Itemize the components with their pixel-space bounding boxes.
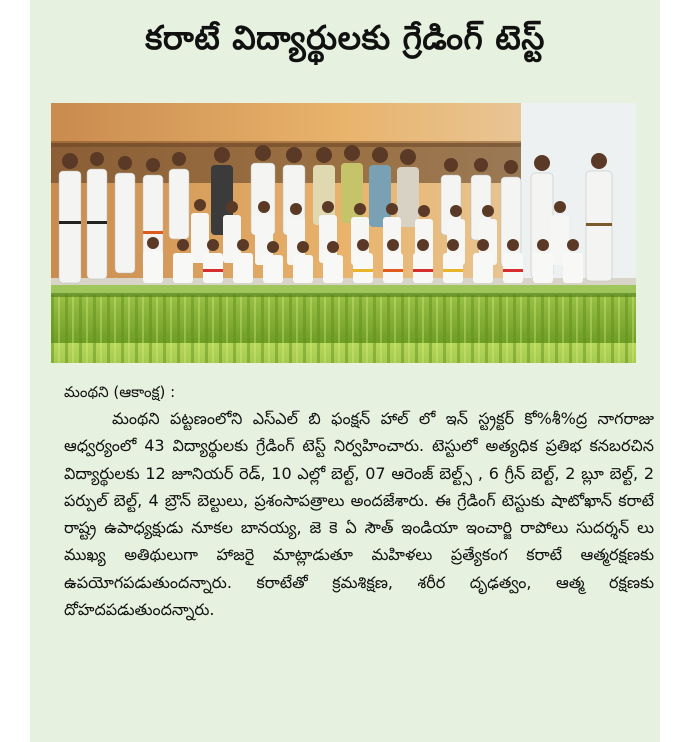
karate-students-photo xyxy=(51,103,636,363)
article-body: మంథని పట్టణంలోని ఎస్ఎల్ బి ఫంక్షన్ హాల్ లో ఇన్ స్ట్రక్టర్ కో%శీ%ద్ర నాగరాజు ఆధ్వర్యంలో 43 విద్యార్థులకు గ్రేడింగ్ టెస్ట్ నిర్వహించారు. టెస్టులో అత్యధిక ప్రతిభ కనబరచిన విద్యార్థులకు 12 జూనియర్ రెడ్, 10 ఎల్లో బెల్ట్, 07 ఆరెంజ్ బెల్ట్స్ , 6 గ్రీన్ బెల్ట్, 2 బ్లూ బెల్ట్, 2 పర్పుల్ బెల్ట్, 4 బ్రౌన్ బెల్టులు, ప్రశంసాపత్రాలు అందజేశారు. ఈ గ్రేడింగ్ టెస్టుకు షాటోఖాన్ కరాటే రాష్ట్ర ఉపాధ్యక్షుడు నూకల బానయ్య, జె కె ఏ సౌత్ ఇండియా ఇంచార్జి రాపోలు సుదర్శన్ లు ముఖ్య అతిథులుగా హాజరై మాట్లాడుతూ మహిళలు ప్రత్యేకంగ కరాటే ఆత్మరక్షణకు ఉపయోగపడుతుందన్నారు. కరాటేతో క్రమశిక్షణ, శరీర దృఢత్వం, ఆత్మ రక్షణకు దోహదపడుతుందన్నారు. xyxy=(64,409,654,620)
byline: మంథని (ఆకాంక్ష) : xyxy=(64,383,176,401)
group-photo xyxy=(51,103,636,363)
headline: కరాటే విద్యార్థులకు గ్రేడింగ్ టెస్ట్ xyxy=(145,18,545,57)
newspaper-clipping xyxy=(30,0,660,742)
